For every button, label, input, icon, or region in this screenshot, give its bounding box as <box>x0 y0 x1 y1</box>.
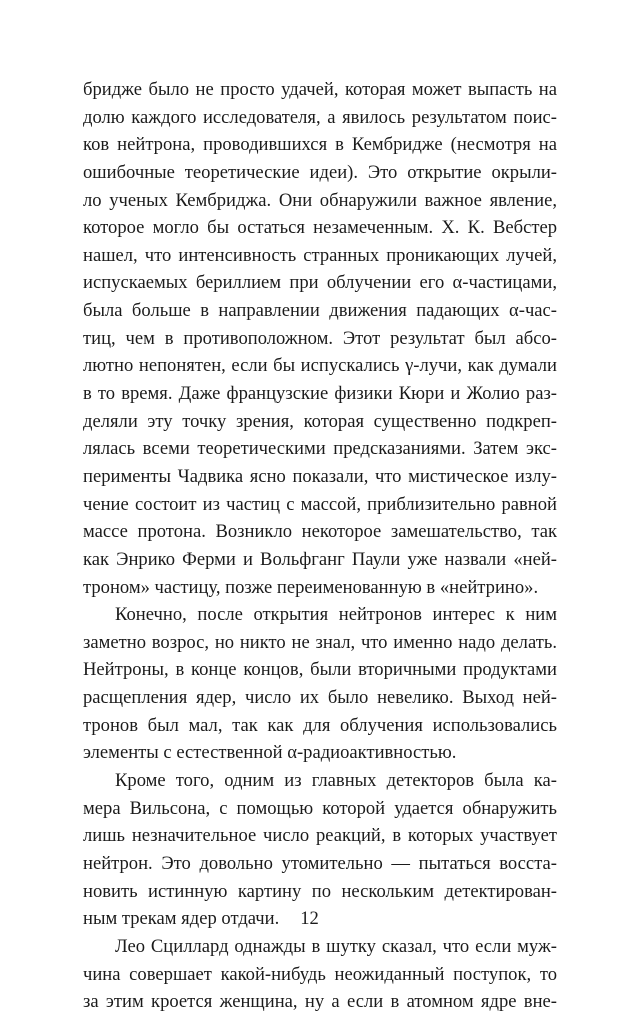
text-line: чина совершает какой-нибудь неожиданный поступок, то <box>83 963 557 985</box>
paragraph-end-line: троном» частицу, позже переименованную в «нейтрино». <box>83 576 539 598</box>
text-line: ков нейтрона, проводившихся в Кембридже (несмотря на <box>83 134 557 156</box>
text-line: бридже было не просто удачей, которая может выпасть на <box>83 79 557 100</box>
page-number: 12 <box>300 908 319 929</box>
text-line: как Энрико Ферми и Вольфганг Паули уже назвали «ней- <box>83 548 557 570</box>
text-line: нашел, что интенсивность странных проникающих лучей, <box>83 244 557 266</box>
text-line: испускаемых бериллием при облучении его α-частицами, <box>83 272 557 294</box>
paragraph-first-line: Конечно, после открытия нейтронов интерес к ним <box>115 604 557 626</box>
paragraph-first-line: Кроме того, одним из главных детекторов была ка- <box>115 770 557 792</box>
paragraph-end-line: элементы с естественной α-радиоактивностью. <box>83 742 457 764</box>
text-line: деляли эту точку зрения, которая существенно подкреп- <box>83 410 557 432</box>
text-line: новить истинную картину по нескольким детектирован- <box>83 880 557 902</box>
text-line: Нейтроны, в конце концов, были вторичными продуктами <box>83 659 557 681</box>
text-line: тиц, чем в противоположном. Этот результат был абсо- <box>83 327 557 349</box>
paragraph-end-line: ным трекам ядер отдачи. <box>83 908 280 930</box>
text-line: чение состоит из частиц с массой, приблизительно равной <box>83 493 557 515</box>
body-text <box>83 76 557 1016</box>
text-line: лютно непонятен, если бы испускались γ-лучи, как думали <box>83 355 557 377</box>
text-line: расщепления ядер, число их было невелико. Выход ней- <box>83 687 557 709</box>
paragraph-first-line: Лео Сциллард однажды в шутку сказал, что если муж- <box>115 935 557 957</box>
text-line: ло ученых Кембриджа. Они обнаружили важное явление, <box>83 189 557 211</box>
text-line: мера Вильсона, с помощью которой удается обнаружить <box>83 797 557 819</box>
text-line: тронов был мал, так как для облучения использовались <box>83 714 557 736</box>
text-line: перименты Чадвика ясно показали, что мистическое излу- <box>83 465 557 487</box>
text-line: в то время. Даже французские физики Кюри и Жолио раз- <box>83 383 557 405</box>
text-line: лялась всеми теоретическими предсказаниями. Затем экс- <box>83 438 557 460</box>
text-line: долю каждого исследователя, а явилось результатом поис- <box>83 106 557 128</box>
text-line: заметно возрос, но никто не знал, что именно надо делать. <box>83 631 557 653</box>
text-line: которое могло бы остаться незамеченным. Х. К. Вебстер <box>83 217 557 239</box>
text-line: была больше в направлении движения падающих α-час- <box>83 300 557 322</box>
text-line: нейтрон. Это довольно утомительно — пытаться восста- <box>83 852 557 874</box>
text-line: ошибочные теоретические идеи). Это открытие окрыли- <box>83 161 557 183</box>
text-line: за этим кроется женщина, ну а если в атомном ядре вне- <box>83 991 557 1013</box>
text-line: лишь незначительное число реакций, в которых участвует <box>83 825 557 847</box>
text-line: массе протона. Возникло некоторое замешательство, так <box>83 521 557 543</box>
